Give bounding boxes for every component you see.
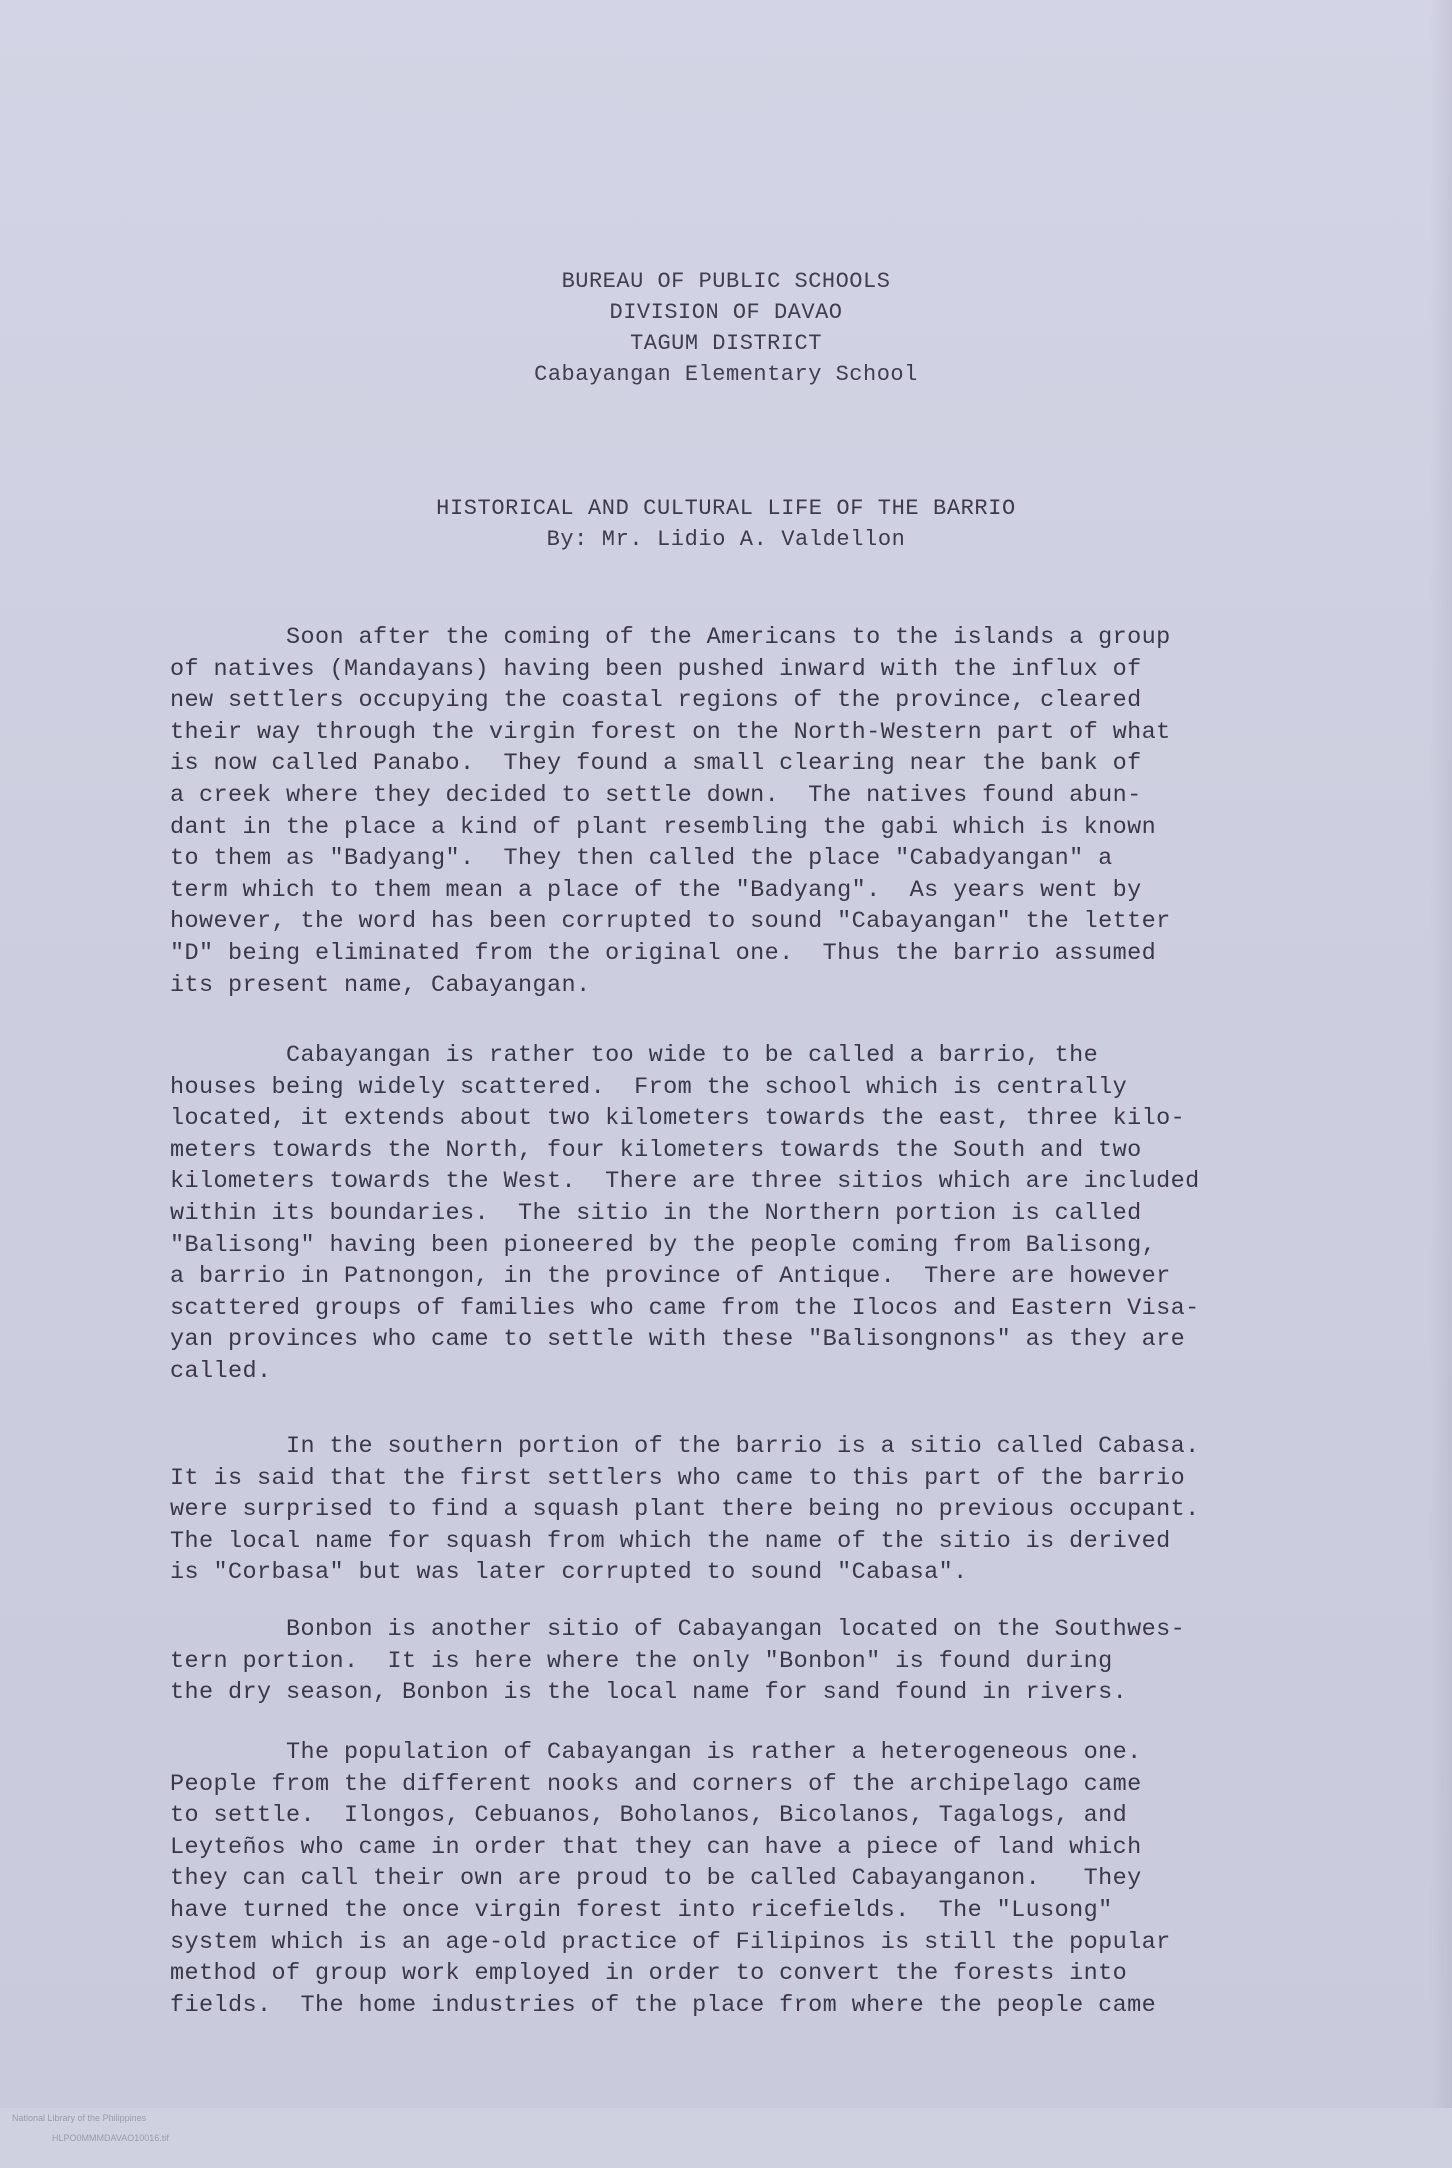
footer-source: National Library of the Philippines xyxy=(12,2113,147,2123)
letterhead-line: DIVISION OF DAVAO xyxy=(609,300,843,325)
text-line: is "Corbasa" but was later corrupted to sound "Cabasa". xyxy=(170,1559,968,1587)
page-edge-shadow xyxy=(1430,0,1452,2108)
text-line: have turned the once virgin forest into ricefields. The "Lusong" xyxy=(170,1896,1113,1924)
text-line: houses being widely scattered. From the school which is centrally xyxy=(170,1073,1128,1101)
text-line: were surprised to find a squash plant there being no previous occupant. xyxy=(170,1496,1200,1524)
text-line: they can call their own are proud to be called Cabayanganon. They xyxy=(170,1865,1142,1893)
text-line: kilometers towards the West. There are three sitios which are included xyxy=(170,1168,1200,1196)
letterhead-line: Cabayangan Elementary School xyxy=(534,362,918,387)
letterhead xyxy=(0,266,1452,390)
text-line: called. xyxy=(170,1357,272,1385)
document-title xyxy=(0,493,1452,555)
text-line: is now called Panabo. They found a small clearing near the bank of xyxy=(170,750,1142,778)
text-line: Soon after the coming of the Americans to the islands a group xyxy=(170,624,1171,651)
text-line: Bonbon is another sitio of Cabayangan located on the Southwes- xyxy=(170,1616,1186,1643)
text-line: system which is an age-old practice of Filipinos is still the popular xyxy=(170,1928,1171,1956)
text-line: meters towards the North, four kilometers towards the South and two xyxy=(170,1136,1142,1164)
paragraph-bonbon xyxy=(170,1614,1300,1709)
footer-filename: HLPO0MMMDAVAO10016.tif xyxy=(52,2133,169,2143)
text-line: located, it extends about two kilometers towards the east, three kilo- xyxy=(170,1105,1186,1133)
text-line: to settle. Ilongos, Cebuanos, Boholanos, Bicolanos, Tagalogs, and xyxy=(170,1802,1128,1830)
text-line: a barrio in Patnongon, in the province of Antique. There are however xyxy=(170,1263,1171,1291)
text-line: a creek where they decided to settle down. The natives found abun- xyxy=(170,781,1142,809)
letterhead-line: TAGUM DISTRICT xyxy=(630,331,822,356)
text-line: new settlers occupying the coastal regions of the province, cleared xyxy=(170,687,1142,715)
text-line: to them as "Badyang". They then called the place "Cabadyangan" a xyxy=(170,845,1113,873)
letterhead-line: BUREAU OF PUBLIC SCHOOLS xyxy=(561,269,891,294)
text-line: It is said that the first settlers who came to this part of the barrio xyxy=(170,1464,1186,1492)
heading: HISTORICAL AND CULTURAL LIFE OF THE BARRIO xyxy=(436,496,1016,521)
text-line: the dry season, Bonbon is the local name for sand found in rivers. xyxy=(170,1679,1128,1707)
paragraph-boundaries xyxy=(170,1040,1300,1388)
text-line: yan provinces who came to settle with these "Balisongnons" as they are xyxy=(170,1326,1186,1354)
scan-footer xyxy=(2,2088,1450,2143)
text-line: Leyteños who came in order that they can have a piece of land which xyxy=(170,1833,1142,1861)
text-line: The population of Cabayangan is rather a heterogeneous one. xyxy=(170,1739,1142,1766)
text-line: its present name, Cabayangan. xyxy=(170,971,591,999)
paragraph-cabasa xyxy=(170,1431,1300,1589)
text-line: tern portion. It is here where the only "Bonbon" is found during xyxy=(170,1647,1113,1675)
text-line: People from the different nooks and corners of the archipelago came xyxy=(170,1770,1142,1798)
text-line: term which to them mean a place of the "Badyang". As years went by xyxy=(170,876,1142,904)
text-line: "Balisong" having been pioneered by the people coming from Balisong, xyxy=(170,1231,1157,1259)
text-line: Cabayangan is rather too wide to be called a barrio, the xyxy=(170,1042,1099,1069)
text-line: scattered groups of families who came from the Ilocos and Eastern Visa- xyxy=(170,1294,1200,1322)
text-line: of natives (Mandayans) having been pushed inward with the influx of xyxy=(170,655,1142,683)
text-line: their way through the virgin forest on the North-Western part of what xyxy=(170,718,1171,746)
text-line: method of group work employed in order to convert the forests into xyxy=(170,1960,1128,1988)
text-line: fields. The home industries of the place from where the people came xyxy=(170,1991,1157,2019)
text-line: The local name for squash from which the name of the sitio is derived xyxy=(170,1527,1171,1555)
paragraph-origin xyxy=(170,622,1300,1001)
byline: By: Mr. Lidio A. Valdellon xyxy=(546,527,906,552)
text-line: within its boundaries. The sitio in the Northern portion is called xyxy=(170,1199,1142,1227)
text-line: however, the word has been corrupted to sound "Cabayangan" the letter xyxy=(170,908,1171,936)
text-line: "D" being eliminated from the original one. Thus the barrio assumed xyxy=(170,939,1157,967)
text-line: dant in the place a kind of plant resembling the gabi which is known xyxy=(170,813,1157,841)
paragraph-population xyxy=(170,1737,1300,2021)
text-line: In the southern portion of the barrio is a sitio called Cabasa. xyxy=(170,1433,1200,1460)
